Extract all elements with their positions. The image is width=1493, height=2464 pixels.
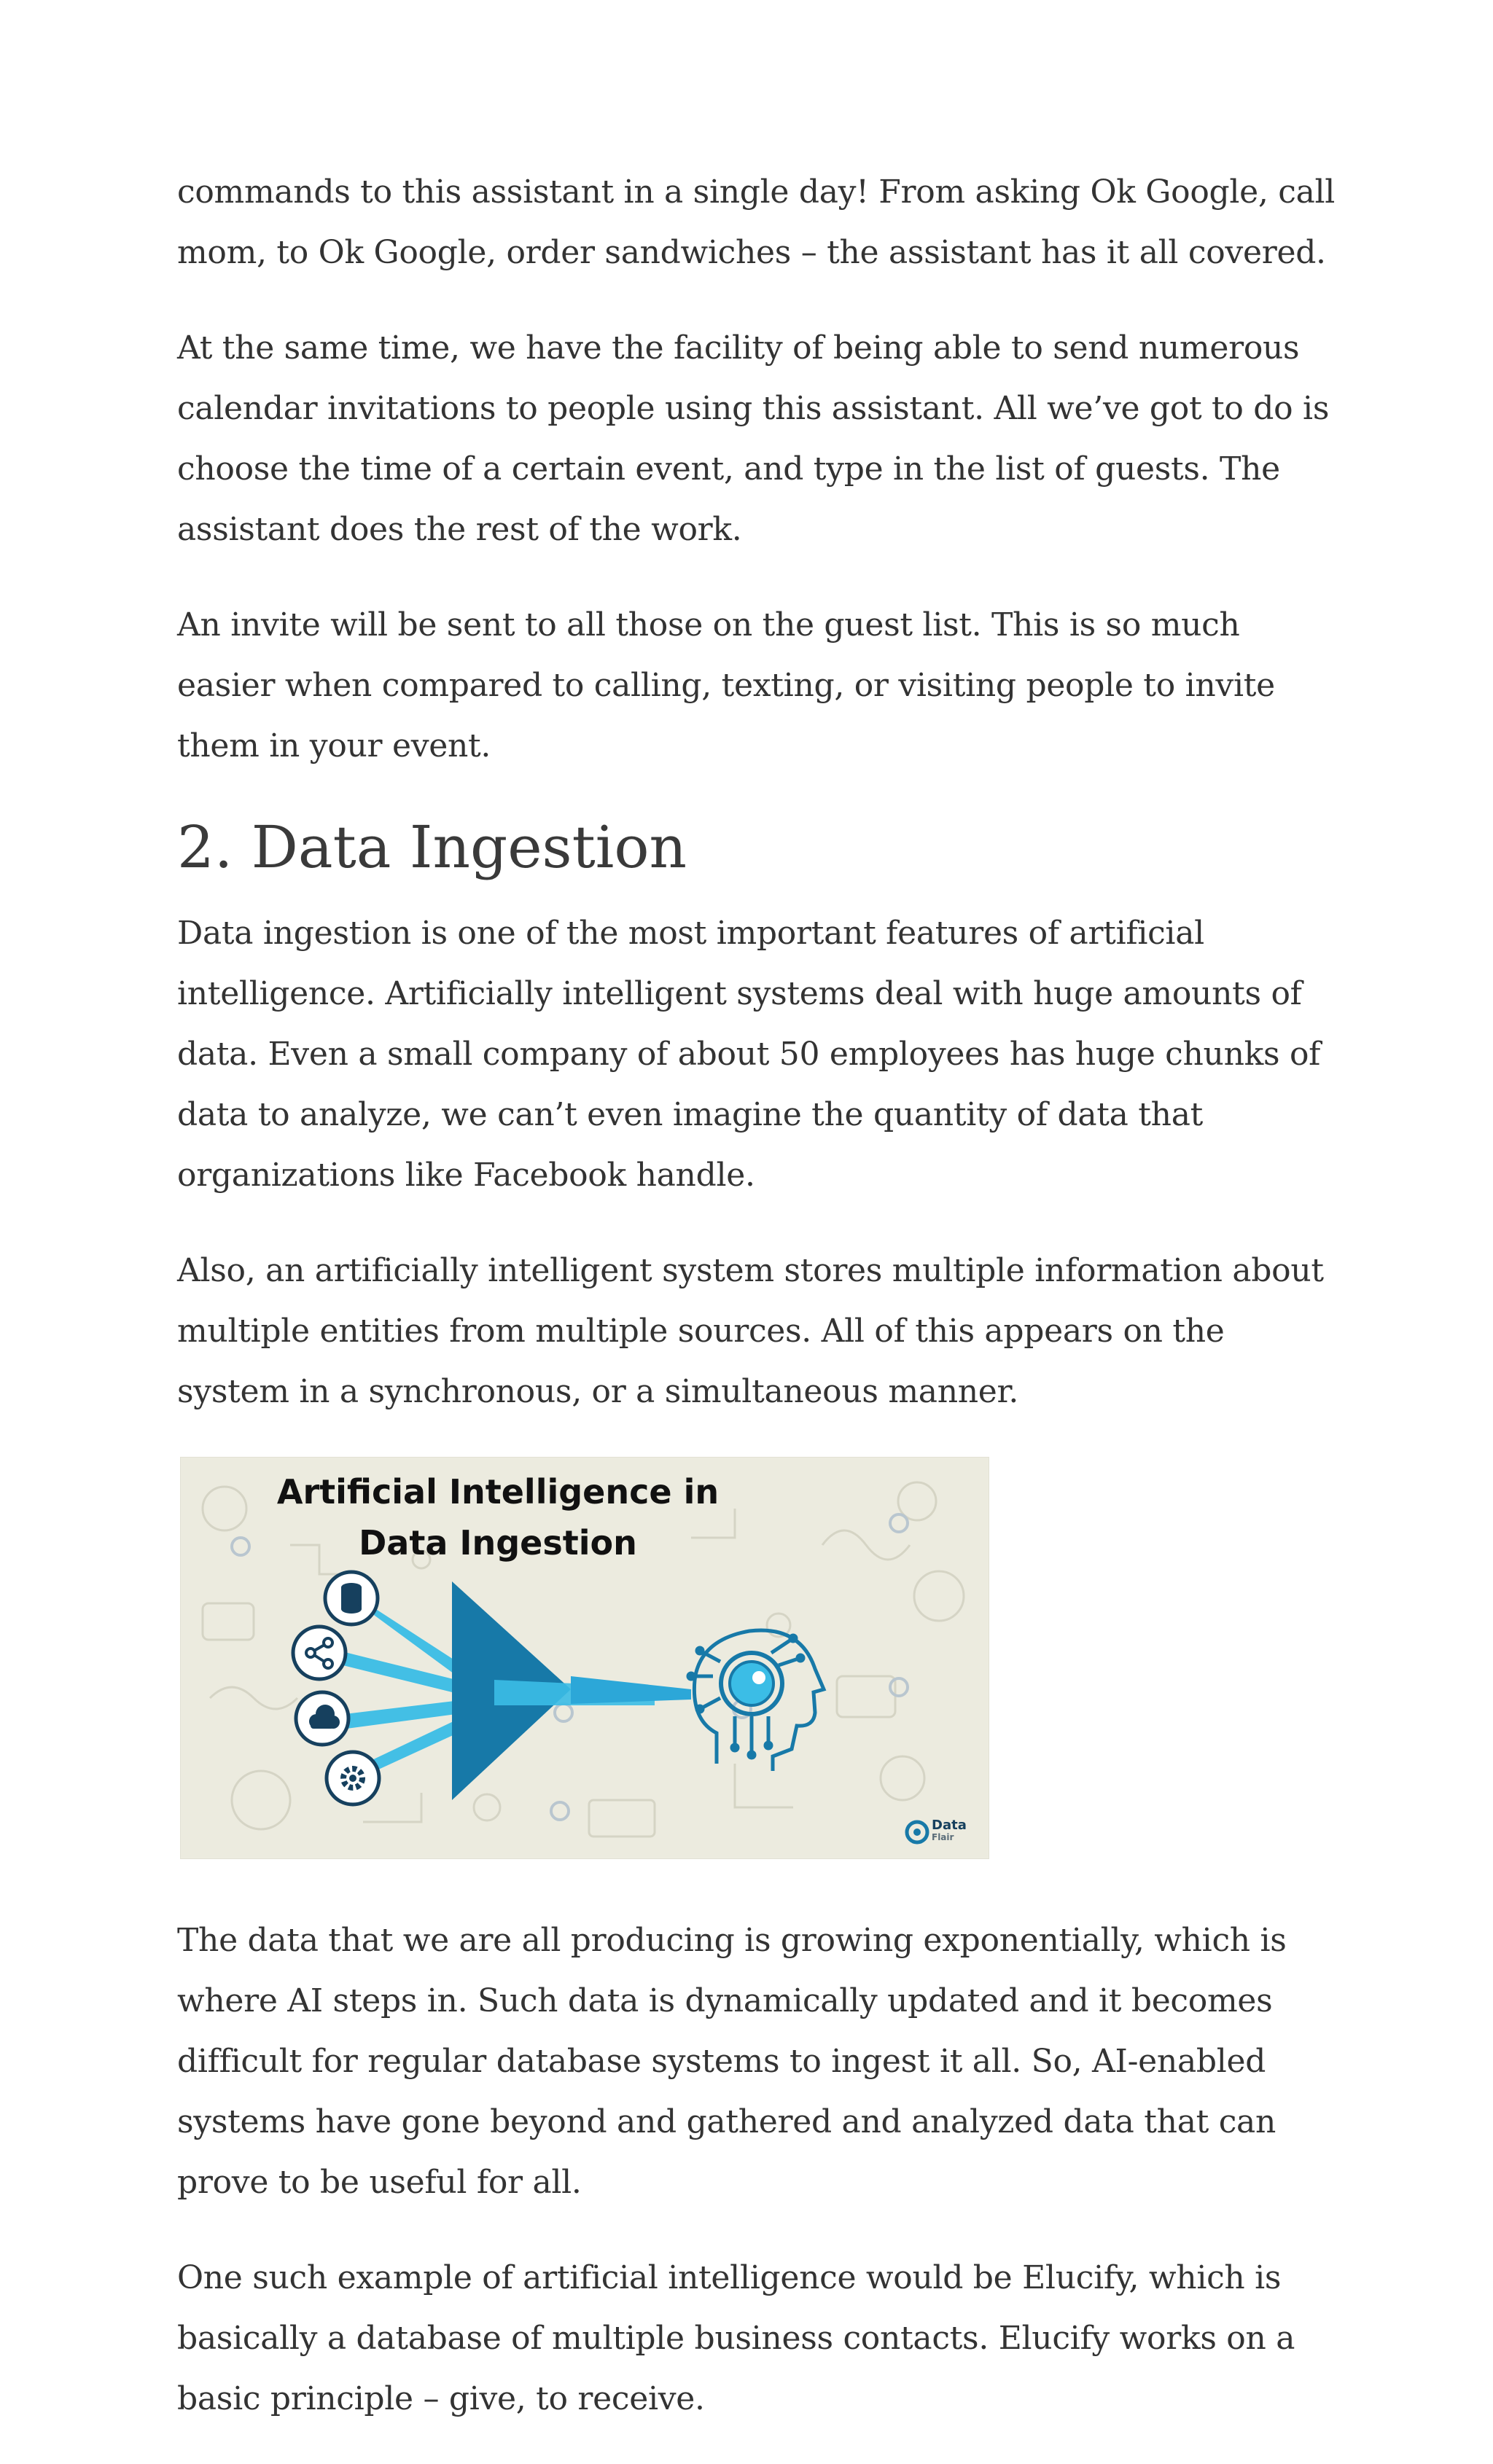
funnel-shape — [399, 1581, 691, 1800]
share-icon — [293, 1627, 346, 1679]
article-body — [177, 162, 1344, 2464]
section-heading: 2. Data Ingestion — [177, 813, 687, 881]
paragraph-data-growing: The data that we are all producing is growing exponentially, which is where AI steps in. Such data is dynamically updated and it becomes difficult for regular database systems to ingest it all. So, AI-enabled systems have gone beyond and gathered and analyzed data that can prove to be useful for all. — [177, 1922, 1287, 2201]
figure-title-line2: Data Ingestion — [359, 1523, 637, 1563]
paragraph-invite-guest-list: An invite will be sent to all those on the guest list. This is so much easier when compared to calling, texting, or visiting people to invite them in your event. — [177, 606, 1275, 764]
logo-subword: Flair — [932, 1832, 954, 1842]
gear-icon — [327, 1752, 379, 1804]
dataflair-logo-mark — [907, 1822, 927, 1842]
dataflair-logo-text — [932, 1819, 967, 1844]
paragraph-calendar-invitations: At the same time, we have the facility of being able to send numerous calendar invitations to people using this assistant. All we’ve got to do is choose the time of a certain event, and type in the list of guests. The assistant does the rest of the work. — [177, 329, 1330, 548]
ai-head-icon — [688, 1630, 824, 1771]
paragraph-multiple-sources: Also, an artificially intelligent system stores multiple information about multiple entities from multiple sources. All of this appears on the system in a synchronous, or a simultaneous manner. — [177, 1252, 1324, 1410]
figure-title-line1: Artificial Intelligence in — [276, 1472, 720, 1511]
paragraph-elucify-example: One such example of artificial intelligence would be Elucify, which is basically a database of multiple business contacts. Elucify works on a basic principle – give, to receive. — [177, 2259, 1295, 2417]
cloud-icon — [296, 1692, 348, 1745]
data-ingestion-figure — [180, 1457, 989, 1859]
paragraph-data-ingestion-intro: Data ingestion is one of the most important features of artificial intelligence. Artificially intelligent systems deal with huge amounts of data. Even a small company of about 50 employees has huge chunks of data to analyze, we can’t even imagine the quantity of data that organizations like Facebook handle. — [177, 915, 1321, 1194]
paragraph-assistant-commands: commands to this assistant in a single day! From asking Ok Google, call mom, to Ok Google, order sandwiches – the assistant has it all covered. — [177, 173, 1336, 271]
database-icon — [325, 1572, 378, 1624]
logo-word: Data — [932, 1818, 967, 1833]
figure-title — [181, 1466, 815, 1568]
